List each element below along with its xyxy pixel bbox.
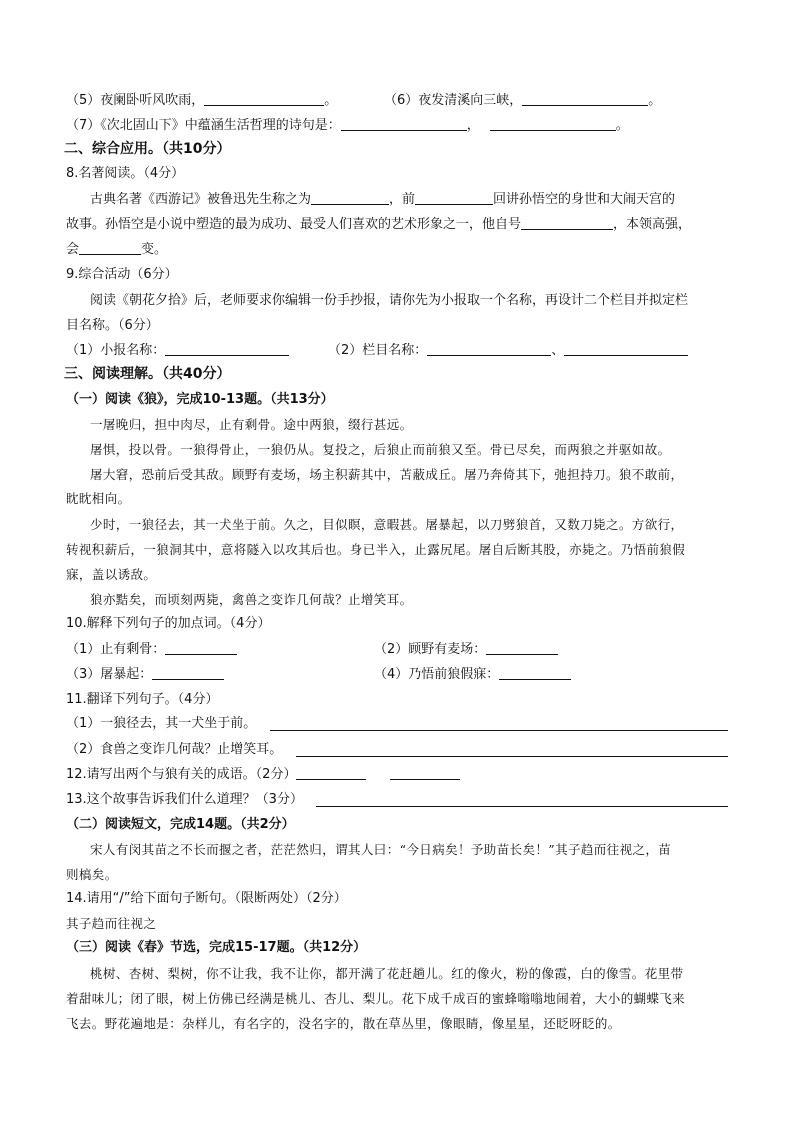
- question-9-line-2: 目名称。（6分）: [66, 318, 159, 333]
- question-11-1: （1）一狼径去，其一犬坐于前。: [66, 716, 257, 731]
- answer-blank[interactable]: [341, 116, 467, 131]
- answer-blank[interactable]: [521, 215, 613, 230]
- question-6: （6）夜发清溪向三峡， 。: [384, 93, 662, 108]
- question-title: 10.解释下列句子的加点词。（4分）: [66, 616, 271, 631]
- answer-blank[interactable]: [490, 116, 616, 131]
- passage-line: 眈眈相向。: [66, 491, 131, 506]
- answer-blank[interactable]: [165, 640, 237, 655]
- answer-blank[interactable]: [152, 665, 224, 680]
- passage-line: 飞去。野花遍地是：杂样儿，有名字的，没名字的，散在草丛里，像眼睛，像星星，还眨呀眨的。: [66, 1016, 621, 1031]
- question-9-1: （1）小报名称：: [66, 341, 289, 361]
- passage-line: 宋人有闵其苗之不长而揠之者，茫茫然归，谓其人曰：“今日病矣！予助苗长矣！”其子趋而往视之，苗: [90, 842, 672, 857]
- answer-blank[interactable]: [499, 665, 571, 680]
- question-11-2: （2）食兽之变诈几何哉？止增笑耳。: [66, 742, 283, 757]
- answer-blank[interactable]: [564, 341, 688, 356]
- answer-blank[interactable]: [311, 190, 389, 205]
- passage-line: 桃树、杏树、梨树，你不让我，我不让你，都开满了花赶趟儿。红的像火，粉的像霞，白的像雪。花里带: [90, 966, 684, 981]
- question-5: （5）夜阑卧听风吹雨， 。: [66, 93, 338, 108]
- question-title: 11.翻译下列句子。（4分）: [66, 692, 219, 707]
- question-8-line-2: 故事。孙悟空是小说中塑造的最为成功、最受人们喜欢的艺术形象之一，他自号 ，本领高强，: [66, 217, 692, 232]
- question-13: 13.这个故事告诉我们什么道理？（3分）: [66, 792, 303, 807]
- subsection-title: （二）阅读短文，完成14题。（共2分）: [66, 817, 295, 832]
- question-8-line-1: 古典名著《西游记》被鲁迅先生称之为 ，前 回讲孙悟空的身世和大闹天宫的: [90, 192, 676, 207]
- answer-line[interactable]: [270, 716, 728, 731]
- answer-blank[interactable]: [486, 640, 558, 655]
- answer-line[interactable]: [296, 742, 728, 757]
- answer-line[interactable]: [316, 792, 728, 807]
- question-10-1: （1）止有剩骨：: [66, 640, 237, 660]
- question-8-line-3: 会 变。: [66, 242, 168, 257]
- passage-line: 少时，一狼径去，其一犬坐于前。久之，目似瞑，意暇甚。屠暴起，以刀劈狼首，又数刀毙之。方欲行，: [90, 517, 684, 532]
- answer-blank[interactable]: [296, 765, 366, 780]
- question-title: 8.名著阅读。（4分）: [66, 166, 185, 181]
- question-10-2: （2）顾野有麦场：: [374, 640, 558, 660]
- answer-blank[interactable]: [415, 190, 493, 205]
- question-9-line-1: 阅读《朝花夕拾》后，老师要求你编辑一份手抄报，请你先为小报取一个名称，再设计二个栏目并拟定栏: [90, 293, 689, 308]
- answer-blank[interactable]: [165, 341, 289, 356]
- passage-line: 狼亦黠矣，而顷刻两毙，禽兽之变诈几何哉？止增笑耳。: [90, 592, 413, 607]
- subsection-title: （一）阅读《狼》，完成10-13题。（共13分）: [66, 392, 334, 407]
- question-10-3: （3）屠暴起：: [66, 665, 224, 685]
- passage-line: 寐，盖以诱敌。: [66, 567, 157, 582]
- answer-blank[interactable]: [522, 91, 648, 106]
- question-7: （7）《次北固山下》中蕴涵生活哲理的诗句是： ， 。: [66, 118, 629, 133]
- question-title: 9.综合活动（6分）: [66, 267, 178, 282]
- passage-line: 一屠晚归，担中肉尽，止有剩骨。途中两狼，缀行甚远。: [90, 417, 413, 432]
- question-14: 14.请用“/”给下面句子断句。（限断两处）（2分）: [66, 891, 347, 906]
- answer-blank[interactable]: [204, 91, 324, 106]
- question-9-2: （2）栏目名称： 、: [328, 341, 688, 361]
- passage-line: 则槁矣。: [66, 867, 118, 882]
- question-12: 12.请写出两个与狼有关的成语。（2分）: [66, 765, 460, 785]
- section-title: 三、阅读理解。（共40分）: [64, 366, 231, 382]
- passage-line: 着甜味儿；闭了眼，树上仿佛已经满是桃儿、杏儿、梨儿。花下成千成百的蜜蜂嗡嗡地闹着，大小的蝴蝶飞来: [66, 991, 686, 1006]
- subsection-title: （三）阅读《春》节选，完成15-17题。（共12分）: [66, 940, 367, 955]
- answer-blank[interactable]: [427, 341, 551, 356]
- question-14-sentence: 其子趋而往视之: [66, 916, 157, 931]
- passage-line: 转视积薪后，一狼洞其中，意将隧入以攻其后也。身已半入，止露尻尾。屠自后断其股，亦毙之。乃悟前狼假: [66, 542, 686, 557]
- answer-blank[interactable]: [79, 240, 141, 255]
- section-title: 二、综合应用。（共10分）: [64, 141, 231, 157]
- passage-line: 屠惧，投以骨。一狼得骨止，一狼仍从。复投之，后狼止而前狼又至。骨已尽矣，而两狼之并驱如故。: [90, 442, 671, 457]
- answer-blank[interactable]: [390, 765, 460, 780]
- passage-line: 屠大窘，恐前后受其敌。顾野有麦场，场主积薪其中，苫蔽成丘。屠乃奔倚其下，弛担持刀。狼不敢前，: [90, 467, 684, 482]
- question-10-4: （4）乃悟前狼假寐：: [374, 665, 571, 685]
